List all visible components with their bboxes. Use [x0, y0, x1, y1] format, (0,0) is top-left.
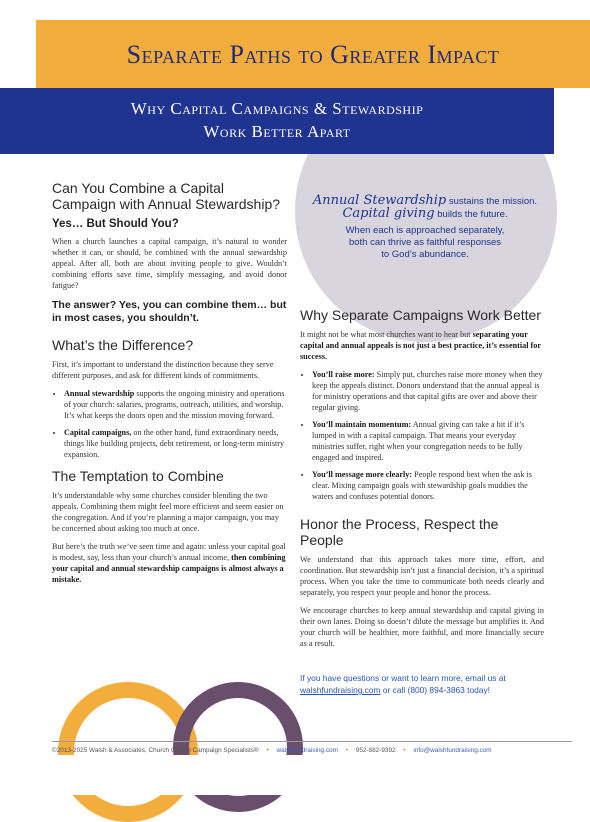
cta-line-2: [300, 684, 550, 696]
list-item-bold: Capital campaigns,: [64, 428, 132, 437]
section-heading-difference: What’s the Difference?: [52, 337, 194, 353]
truth-text: But here’s the truth we’ve seen time and again: unless your capital goal is modest, say, less than your church’s annual income,: [52, 542, 286, 562]
footer-copyright: ©2013-2025 Walsh & Associates, Church Capital Campaign Specialists®: [52, 747, 259, 754]
quote-script-2: Capital giving: [342, 206, 435, 221]
footer-separator: •: [403, 747, 406, 754]
footer-website-link[interactable]: walshfundraising.com: [276, 747, 338, 754]
footer-email-link[interactable]: info@walshfundraising.com: [413, 747, 492, 754]
difference-paragraph: First, it’s important to understand the distinction because they serve different purposes, and ask for different kinds of commitments.: [52, 360, 274, 380]
subtitle-line-1: Why Capital Campaigns & Stewardship: [130, 99, 424, 118]
cta-line-1: If you have questions or want to learn more, email us at: [300, 673, 506, 683]
section-heading-honor: Honor the Process, Respect the People: [300, 516, 499, 548]
list-item: [64, 427, 287, 460]
right-column: [300, 307, 544, 656]
separate-bold: separating your capital and annual appeals is not just a best practice, it’s essential for success.: [300, 330, 541, 361]
honor-paragraph: We understand that this approach takes more time, effort, and coordination. But stewardship isn’t just a financial decision, it’s a spiritual process. When you take the time to communicate both needs clearly and separately, you respect your people and honor the process.: [300, 555, 544, 597]
website-link[interactable]: walshfundraising.com: [300, 685, 381, 695]
pull-quote: [305, 195, 545, 261]
quote-line-5: to God’s abundance.: [381, 249, 469, 260]
footer-separator: •: [266, 747, 269, 754]
list-item-text: supports the ongoing ministry and operations of your church: salaries, programs, outreach, utilities, and worship. It’s what keeps the doors open and the mission moving forward.: [64, 389, 285, 420]
intro-paragraph: When a church launches a capital campaign, it’s natural to wonder whether it can, or should, be combined with the annual stewardship appeal. After all, both are about inviting people to give. Wouldn’t combining efforts save time, simplify messaging, and avoid donor fatigue?: [52, 237, 287, 290]
truth-bold: then combining your capital and annual stewardship campaigns is almost always a mistake.: [52, 553, 286, 584]
list-item-text: Annual giving can take a hit if it’s lumped in with a capital campaign. That means your everyday ministries suffer, right when your congregation needs to be fully engaged and inspired.: [312, 420, 525, 462]
list-item-bold: You’ll raise more:: [312, 370, 375, 379]
separate-paragraph: [300, 329, 544, 362]
list-item: [312, 369, 544, 413]
list-item-text: People respond best when the ask is clear. Mixing campaign goals with stewardship goals muddies the waters and confuses potential donors.: [312, 470, 532, 501]
subtitle-line-2: Work Better Apart: [203, 122, 351, 141]
list-item-bold: Annual stewardship: [64, 389, 135, 398]
quote-rest-2: builds the future.: [434, 209, 508, 220]
section-heading-temptation: The Temptation to Combine: [52, 468, 224, 484]
list-item-text: on the other hand, fund extraordinary needs, things like building projects, debt retirement, or long-term ministry expansion.: [64, 428, 285, 459]
left-column: [52, 180, 287, 592]
footer-divider: [52, 741, 572, 742]
list-item-bold: You’ll message more clearly:: [312, 470, 413, 479]
list-item: [64, 388, 287, 421]
list-item: [312, 469, 544, 502]
truth-paragraph: [52, 541, 287, 585]
page-title: Separate Paths to Greater Impact: [126, 40, 500, 69]
page-subtitle: [0, 97, 554, 143]
list-item-bold: You’ll maintain momentum:: [312, 420, 412, 429]
list-item-text: Simply put, churches raise more money when they keep the appeals distinct. Donors understand that the annual appeal is for ministry operations and that capital gifts are over and above their regular giving.: [312, 370, 543, 412]
quote-line-4: both can thrive as faithful responses: [348, 237, 502, 248]
quote-line-3: When each is approached separately,: [345, 225, 505, 236]
arc-mask: [0, 755, 590, 795]
call-to-action: [300, 672, 550, 696]
difference-list: [52, 388, 287, 460]
answer-statement: The answer? Yes, you can combine them… but in most cases, you shouldn’t.: [52, 299, 287, 324]
subheading-should-you: Yes… But Should You?: [52, 218, 179, 230]
footer: [52, 747, 572, 754]
temptation-paragraph: It’s understandable why some churches consider blending the two appeals. Combining them might feel more efficient and seem easier on the congregation. And if you’re planning a major campaign, you may be concerned about asking too much at once.: [52, 491, 284, 533]
list-item: [312, 419, 544, 463]
separate-text: It might not be what most churches want to hear but: [300, 330, 473, 339]
quote-line-2: [305, 208, 545, 221]
encourage-paragraph: We encourage churches to keep annual stewardship and capital giving in their own lanes. Doing so doesn’t dilute the message but amplifies it. And your church will be healthier, more faithful, and more financially secure as a result.: [300, 606, 544, 648]
cta-text: or call (800) 894-3863 today!: [380, 685, 490, 695]
quote-rest-1: sustains the mission.: [446, 196, 538, 207]
section-heading-separate: Why Separate Campaigns Work Better: [300, 307, 541, 323]
section-heading-combine: Can You Combine a Capital Campaign with Annual Stewardship?: [52, 180, 281, 212]
footer-separator: •: [345, 747, 348, 754]
footer-phone: 952-882-9392: [355, 747, 396, 754]
quote-script-1: Annual Stewardship: [312, 193, 447, 208]
benefits-list: [300, 369, 544, 502]
